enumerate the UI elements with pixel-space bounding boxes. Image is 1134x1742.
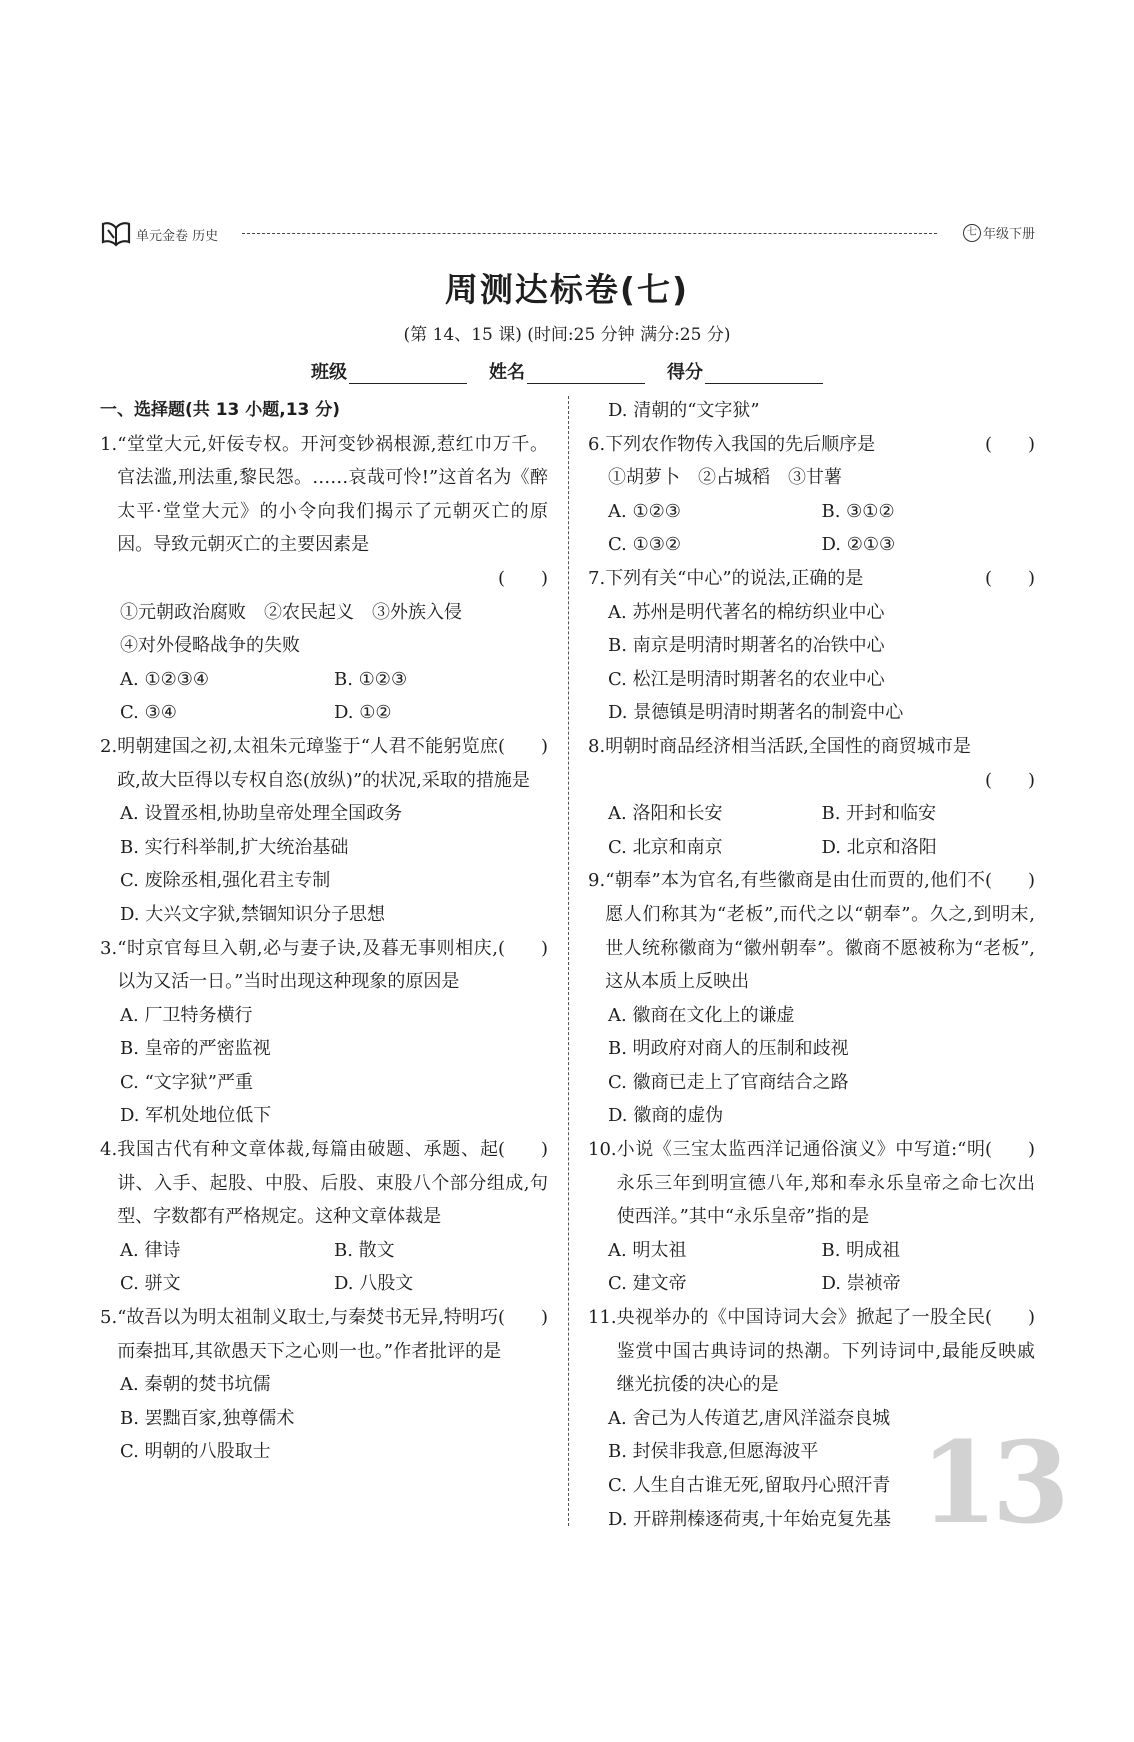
question-stem: ( ) 我国古代有种文章体裁,每篇由破题、承题、起讲、入手、起股、中股、后股、束股八个部分组成,句型、字数都有严格规定。这种文章体裁是 [117,1133,548,1234]
options [588,1234,1035,1301]
option-b[interactable]: B. 开封和临安 [821,803,937,825]
option-c[interactable]: C. 建文帝 [608,1273,687,1295]
question-6 [588,428,1035,462]
grade-badge: 七 [963,224,981,242]
question-number: 10. [588,1139,617,1161]
option-b[interactable]: B. ③①② [821,500,895,522]
option-d[interactable]: D. 八股文 [334,1273,414,1295]
page-subtitle: (第 14、15 课) (时间:25 分钟 满分:25 分) [403,325,731,345]
question-stem: ( ) 央视举办的《中国诗词大会》掀起了一股全民鉴赏中国古典诗词的热潮。下列诗词中,最能反映戚继光抗倭的决心的是 [617,1301,1035,1402]
answer-bracket: ( ) [984,1139,1035,1161]
right-column [588,394,1035,1536]
option-d[interactable]: D. ①② [334,702,392,724]
name-blank[interactable] [527,363,645,384]
option-d[interactable]: D. 大兴文字狱,禁锢知识分子思想 [120,903,385,925]
option-a[interactable]: A. ①②③ [608,500,681,522]
option-b[interactable]: B. 实行科举制,扩大统治基础 [120,836,349,858]
option-b[interactable]: B. 南京是明清时期著名的冶铁中心 [608,635,885,657]
answer-bracket: ( ) [497,567,548,589]
option-b[interactable]: B. 散文 [334,1239,395,1261]
name-label: 姓名 [489,362,525,383]
answer-bracket: ( ) [984,567,1035,589]
class-label: 班级 [311,362,347,383]
option-c[interactable]: C. ③④ [120,702,177,724]
option-b[interactable]: B. 罢黜百家,独尊儒术 [120,1407,295,1429]
header-grade [963,223,1035,242]
header-series-title: 单元金卷 历史 [136,229,219,244]
option-c[interactable]: C. 骈文 [120,1273,181,1295]
option-c[interactable]: C. 徽商已走上了官商结合之路 [608,1071,849,1093]
column-divider [568,396,569,1526]
option-a[interactable]: A. 律诗 [120,1239,181,1261]
option-b[interactable]: B. ①②③ [334,668,408,690]
option-a[interactable]: A. 徽商在文化上的谦虚 [608,1004,795,1026]
section-title: 一、选择题(共 13 小题,13 分) [100,400,341,420]
answer-bracket: ( ) [497,1139,548,1161]
class-blank[interactable] [349,363,467,384]
option-d[interactable]: D. 景德镇是明清时期著名的制瓷中心 [608,702,904,724]
left-column [100,394,548,1469]
options [100,1234,548,1301]
header-dashed-rule [242,233,937,234]
option-d[interactable]: D. 北京和洛阳 [821,836,937,858]
question-11 [588,1301,1035,1402]
options [100,663,548,730]
option-c[interactable]: C. 明朝的八股取士 [120,1441,271,1463]
option-d[interactable]: D. 军机处地位低下 [120,1105,272,1127]
option-items: ①元朝政治腐败 ②农民起义 ③外族入侵 [120,601,462,623]
option-b[interactable]: B. 明政府对商人的压制和歧视 [608,1038,849,1060]
question-number: 7. [588,567,606,589]
question-number: 11. [588,1307,617,1329]
option-d[interactable]: D. 崇祯帝 [821,1273,901,1295]
options [588,797,1035,864]
book-logo-icon [100,218,132,248]
question-stem: ( ) 下列农作物传入我国的先后顺序是 [605,428,1035,462]
question-number: 8. [588,735,606,757]
answer-bracket: ( ) [497,1307,548,1329]
option-b[interactable]: B. 皇帝的严密监视 [120,1038,271,1060]
option-c[interactable]: C. 废除丞相,强化君主专制 [120,870,331,892]
option-items: ④对外侵略战争的失败 [120,635,300,657]
question-stem: ( ) 小说《三宝太监西洋记通俗演义》中写道:“明永乐三年到明宣德八年,郑和奉永乐皇帝之命七次出使西洋。”其中“永乐皇帝”指的是 [617,1133,1035,1234]
option-a[interactable]: A. 秦朝的焚书坑儒 [120,1374,271,1396]
question-4 [100,1133,548,1234]
question-number: 1. [100,433,118,455]
answer-bracket: ( ) [984,433,1035,455]
question-7 [588,562,1035,596]
question-9 [588,864,1035,998]
score-label: 得分 [667,362,703,383]
question-number: 6. [588,433,606,455]
question-number: 9. [588,870,606,892]
answer-bracket: ( ) [984,870,1035,892]
answer-bracket: ( ) [497,735,548,757]
question-stem: “堂堂大元,奸佞专权。开河变钞祸根源,惹红巾万千。官法滥,刑法重,黎民怨。……哀哉可怜!”这首名为《醉太平·堂堂大元》的小令向我们揭示了元朝灭亡的原因。导致元朝灭亡的主要因素是 [117,433,548,556]
option-a[interactable]: A. 洛阳和长安 [608,803,723,825]
page-number: 13 [920,1418,1064,1549]
option-b[interactable]: B. 明成祖 [821,1239,901,1261]
question-stem: ( ) “朝奉”本为官名,有些徽商是由仕而贾的,他们不愿人们称其为“老板”,而代之以“朝奉”。久之,到明末,世人统称徽商为“徽州朝奉”。徽商不愿被称为“老板”,这从本质上反映出 [605,864,1035,998]
score-field [667,358,823,384]
option-d[interactable]: D. 开辟荆榛逐荷夷,十年始克复先基 [608,1508,891,1530]
question-number: 3. [100,937,118,959]
student-info-row [0,358,1134,384]
answer-bracket: ( ) [984,769,1035,791]
option-c[interactable]: C. 松江是明清时期著名的农业中心 [608,668,885,690]
option-items: ①胡萝卜 ②占城稻 ③甘薯 [608,467,842,489]
name-field [489,358,645,384]
grade-text: 年级下册 [982,227,1035,242]
question-number: 4. [100,1139,118,1161]
option-d[interactable]: D. 清朝的“文字狱” [608,400,760,421]
question-stem: ( ) “故吾以为明太祖制义取士,与秦焚书无异,特明巧而秦拙耳,其欲愚天下之心则一也。”作者批评的是 [117,1301,548,1368]
option-c[interactable]: C. ①③② [608,534,681,556]
question-1 [100,428,548,562]
answer-bracket: ( ) [497,937,548,959]
option-d[interactable]: D. 徽商的虚伪 [608,1105,724,1127]
question-stem: 明朝时商品经济相当活跃,全国性的商贸城市是 [605,735,971,757]
question-stem: ( ) 下列有关“中心”的说法,正确的是 [605,562,1035,596]
option-d[interactable]: D. ②①③ [821,534,896,556]
option-c[interactable]: C. 北京和南京 [608,836,723,858]
question-stem: ( ) “时京官每旦入朝,必与妻子诀,及暮无事则相庆,以为又活一日。”当时出现这种现象的原因是 [117,932,548,999]
question-2 [100,730,548,797]
option-a[interactable]: A. 舍己为人传道艺,唐风洋溢奈良城 [608,1407,891,1429]
question-number: 2. [100,735,118,757]
option-a[interactable]: A. 设置丞相,协助皇帝处理全国政务 [120,803,403,825]
option-a[interactable]: A. 厂卫特务横行 [120,1004,253,1026]
class-field [311,358,467,384]
question-stem: ( ) 明朝建国之初,太祖朱元璋鉴于“人君不能躬览庶政,故大臣得以专权自恣(放纵)”的状况,采取的措施是 [117,730,548,797]
question-8 [588,730,1035,764]
question-3 [100,932,548,999]
option-a[interactable]: A. ①②③④ [120,668,209,690]
question-number: 5. [100,1307,118,1329]
option-a[interactable]: A. 苏州是明代著名的棉纺织业中心 [608,601,885,623]
option-b[interactable]: B. 封侯非我意,但愿海波平 [608,1441,819,1463]
page-header [100,218,1035,248]
question-5 [100,1301,548,1368]
score-blank[interactable] [705,363,823,384]
options [588,495,1035,562]
page-title: 周测达标卷(七) [444,270,690,309]
answer-bracket: ( ) [984,1307,1035,1329]
option-c[interactable]: C. 人生自古谁无死,留取丹心照汗青 [608,1475,891,1496]
question-10 [588,1133,1035,1234]
option-c[interactable]: C. “文字狱”严重 [120,1071,253,1093]
option-a[interactable]: A. 明太祖 [608,1239,687,1261]
